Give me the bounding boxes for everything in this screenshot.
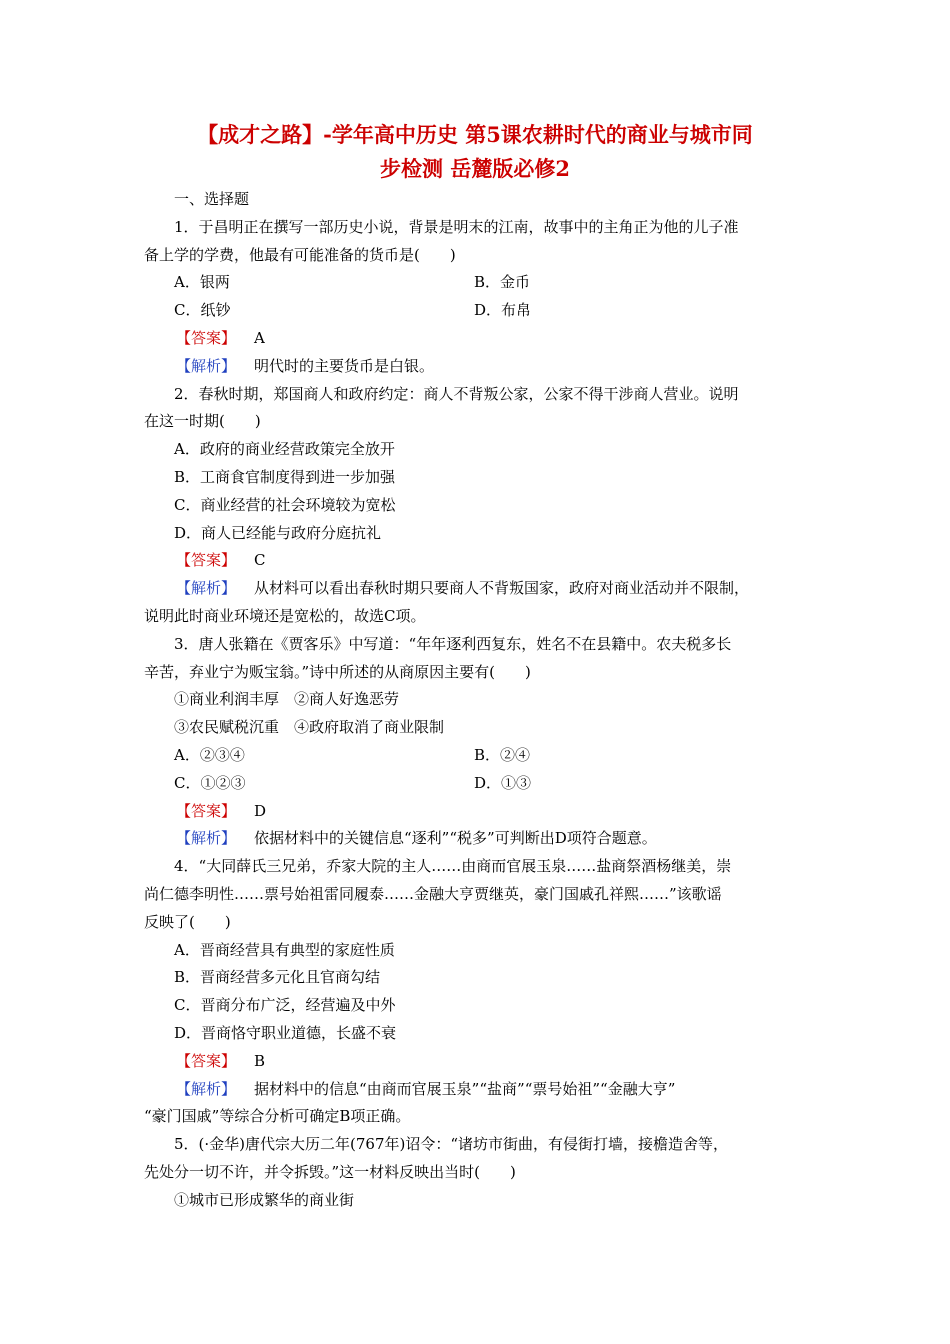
q1-options-ab bbox=[144, 269, 820, 297]
q3-explanation bbox=[144, 825, 820, 853]
answer-label: 【答案】 bbox=[176, 328, 237, 347]
q2-stem-line-1: 2．春秋时期，郑国商人和政府约定：商人不背叛公家，公家不得干涉商人营业。说明 bbox=[174, 384, 739, 403]
q1-answer bbox=[144, 325, 820, 353]
title-line-1: 【成才之路】-学年高中历史 第5课农耕时代的商业与城市同 bbox=[197, 122, 753, 147]
answer-label: 【答案】 bbox=[176, 551, 237, 570]
explanation-label: 【解析】 bbox=[176, 356, 237, 375]
q3-item-2: ③农民赋税沉重 ④政府取消了商业限制 bbox=[174, 718, 445, 737]
q1-stem-line-2: 备上学的学费，他最有可能准备的货币是( ) bbox=[144, 245, 456, 264]
explanation-label: 【解析】 bbox=[176, 1079, 237, 1098]
q1-explanation bbox=[144, 353, 820, 381]
q4-stem-line-2: 尚仁德李明性……票号始祖雷同履泰……金融大亨贾继英，豪门国戚孔祥熙……”该歌谣 bbox=[144, 884, 722, 903]
q1-explanation-text: 明代时的主要货币是白银。 bbox=[254, 356, 435, 375]
q3-options-cd bbox=[144, 770, 820, 798]
q2-option-a: A．政府的商业经营政策完全放开 bbox=[174, 440, 395, 459]
q4-explanation-text-1: 据材料中的信息“由商而官展玉泉”“盐商”“票号始祖”“金融大亨” bbox=[254, 1079, 676, 1098]
q3-answer-value: D bbox=[254, 801, 267, 820]
q2-stem-line-2: 在这一时期( ) bbox=[144, 412, 261, 431]
q3-stem-line-1: 3．唐人张籍在《贾客乐》中写道：“年年逐利西复东，姓名不在县籍中。农夫税多长 bbox=[174, 634, 732, 653]
q2-answer bbox=[144, 547, 820, 575]
explanation-label: 【解析】 bbox=[176, 829, 237, 848]
q1-option-c: C．纸钞 bbox=[174, 301, 231, 320]
answer-label: 【答案】 bbox=[176, 801, 237, 820]
document-body bbox=[144, 186, 820, 1214]
q3-option-c: C．①②③ bbox=[174, 773, 246, 792]
q3-stem-line-2: 辛苦，弃业宁为贩宝翁。”诗中所述的从商原因主要有( ) bbox=[144, 662, 531, 681]
q4-option-d: D．晋商恪守职业道德，长盛不衰 bbox=[174, 1023, 397, 1042]
q4-answer-value: B bbox=[254, 1051, 266, 1070]
q5-stem-line-1: 5．(·金华)唐代宗大历二年(767年)诏令：“诸坊市街曲，有侵街打墙，接檐造舍等， bbox=[174, 1135, 729, 1154]
q5-stem-line-2: 先处分一切不许，并令拆毁。”这一材料反映出当时( ) bbox=[144, 1162, 516, 1181]
q3-option-b: B．②④ bbox=[474, 745, 531, 764]
q2-explanation-text-2: 说明此时商业环境还是宽松的，故选C项。 bbox=[144, 606, 426, 625]
answer-label: 【答案】 bbox=[176, 1051, 237, 1070]
q4-option-a: A．晋商经营具有典型的家庭性质 bbox=[174, 940, 395, 959]
title-line-2: 步检测 岳麓版必修2 bbox=[380, 156, 570, 181]
q3-item-1: ①商业利润丰厚 ②商人好逸恶劳 bbox=[174, 690, 400, 709]
q4-explanation bbox=[144, 1076, 820, 1104]
explanation-label: 【解析】 bbox=[176, 579, 237, 598]
q5-item-1: ①城市已形成繁华的商业街 bbox=[174, 1190, 355, 1209]
q1-option-b: B．金币 bbox=[474, 273, 531, 292]
section-heading: 一、选择题 bbox=[174, 190, 250, 208]
q4-stem-line-3: 反映了( ) bbox=[144, 912, 231, 931]
q4-answer bbox=[144, 1048, 820, 1076]
q3-options-ab bbox=[144, 742, 820, 770]
q4-option-b: B．晋商经营多元化且官商勾结 bbox=[174, 968, 381, 987]
q2-option-b: B．工商食官制度得到进一步加强 bbox=[174, 467, 396, 486]
q2-option-d: D．商人已经能与政府分庭抗礼 bbox=[174, 523, 382, 542]
q2-explanation-text-1: 从材料可以看出春秋时期只要商人不背叛国家，政府对商业活动并不限制， bbox=[254, 579, 750, 598]
q3-option-a: A．②③④ bbox=[174, 745, 245, 764]
q4-explanation-text-2: “豪门国戚”等综合分析可确定B项正确。 bbox=[144, 1107, 411, 1126]
q3-explanation-text: 依据材料中的关键信息“逐利”“税多”可判断出D项符合题意。 bbox=[254, 829, 657, 848]
q3-answer bbox=[144, 798, 820, 826]
q1-options-cd bbox=[144, 297, 820, 325]
q3-option-d: D．①③ bbox=[474, 773, 532, 792]
q2-answer-value: C bbox=[254, 551, 266, 570]
q2-explanation bbox=[144, 575, 820, 603]
q1-option-a: A．银两 bbox=[174, 273, 230, 292]
q1-stem-line-1: 1．于昌明正在撰写一部历史小说，背景是明末的江南，故事中的主角正为他的儿子准 bbox=[174, 217, 739, 236]
q2-option-c: C．商业经营的社会环境较为宽松 bbox=[174, 495, 396, 514]
q1-answer-value: A bbox=[254, 328, 265, 347]
q4-stem-line-1: 4．“大同薛氏三兄弟，乔家大院的主人……由商而官展玉泉……盐商祭酒杨继美，崇 bbox=[174, 857, 732, 876]
document-title bbox=[120, 118, 830, 186]
q1-option-d: D．布帛 bbox=[474, 301, 532, 320]
q4-option-c: C．晋商分布广泛，经营遍及中外 bbox=[174, 996, 396, 1015]
